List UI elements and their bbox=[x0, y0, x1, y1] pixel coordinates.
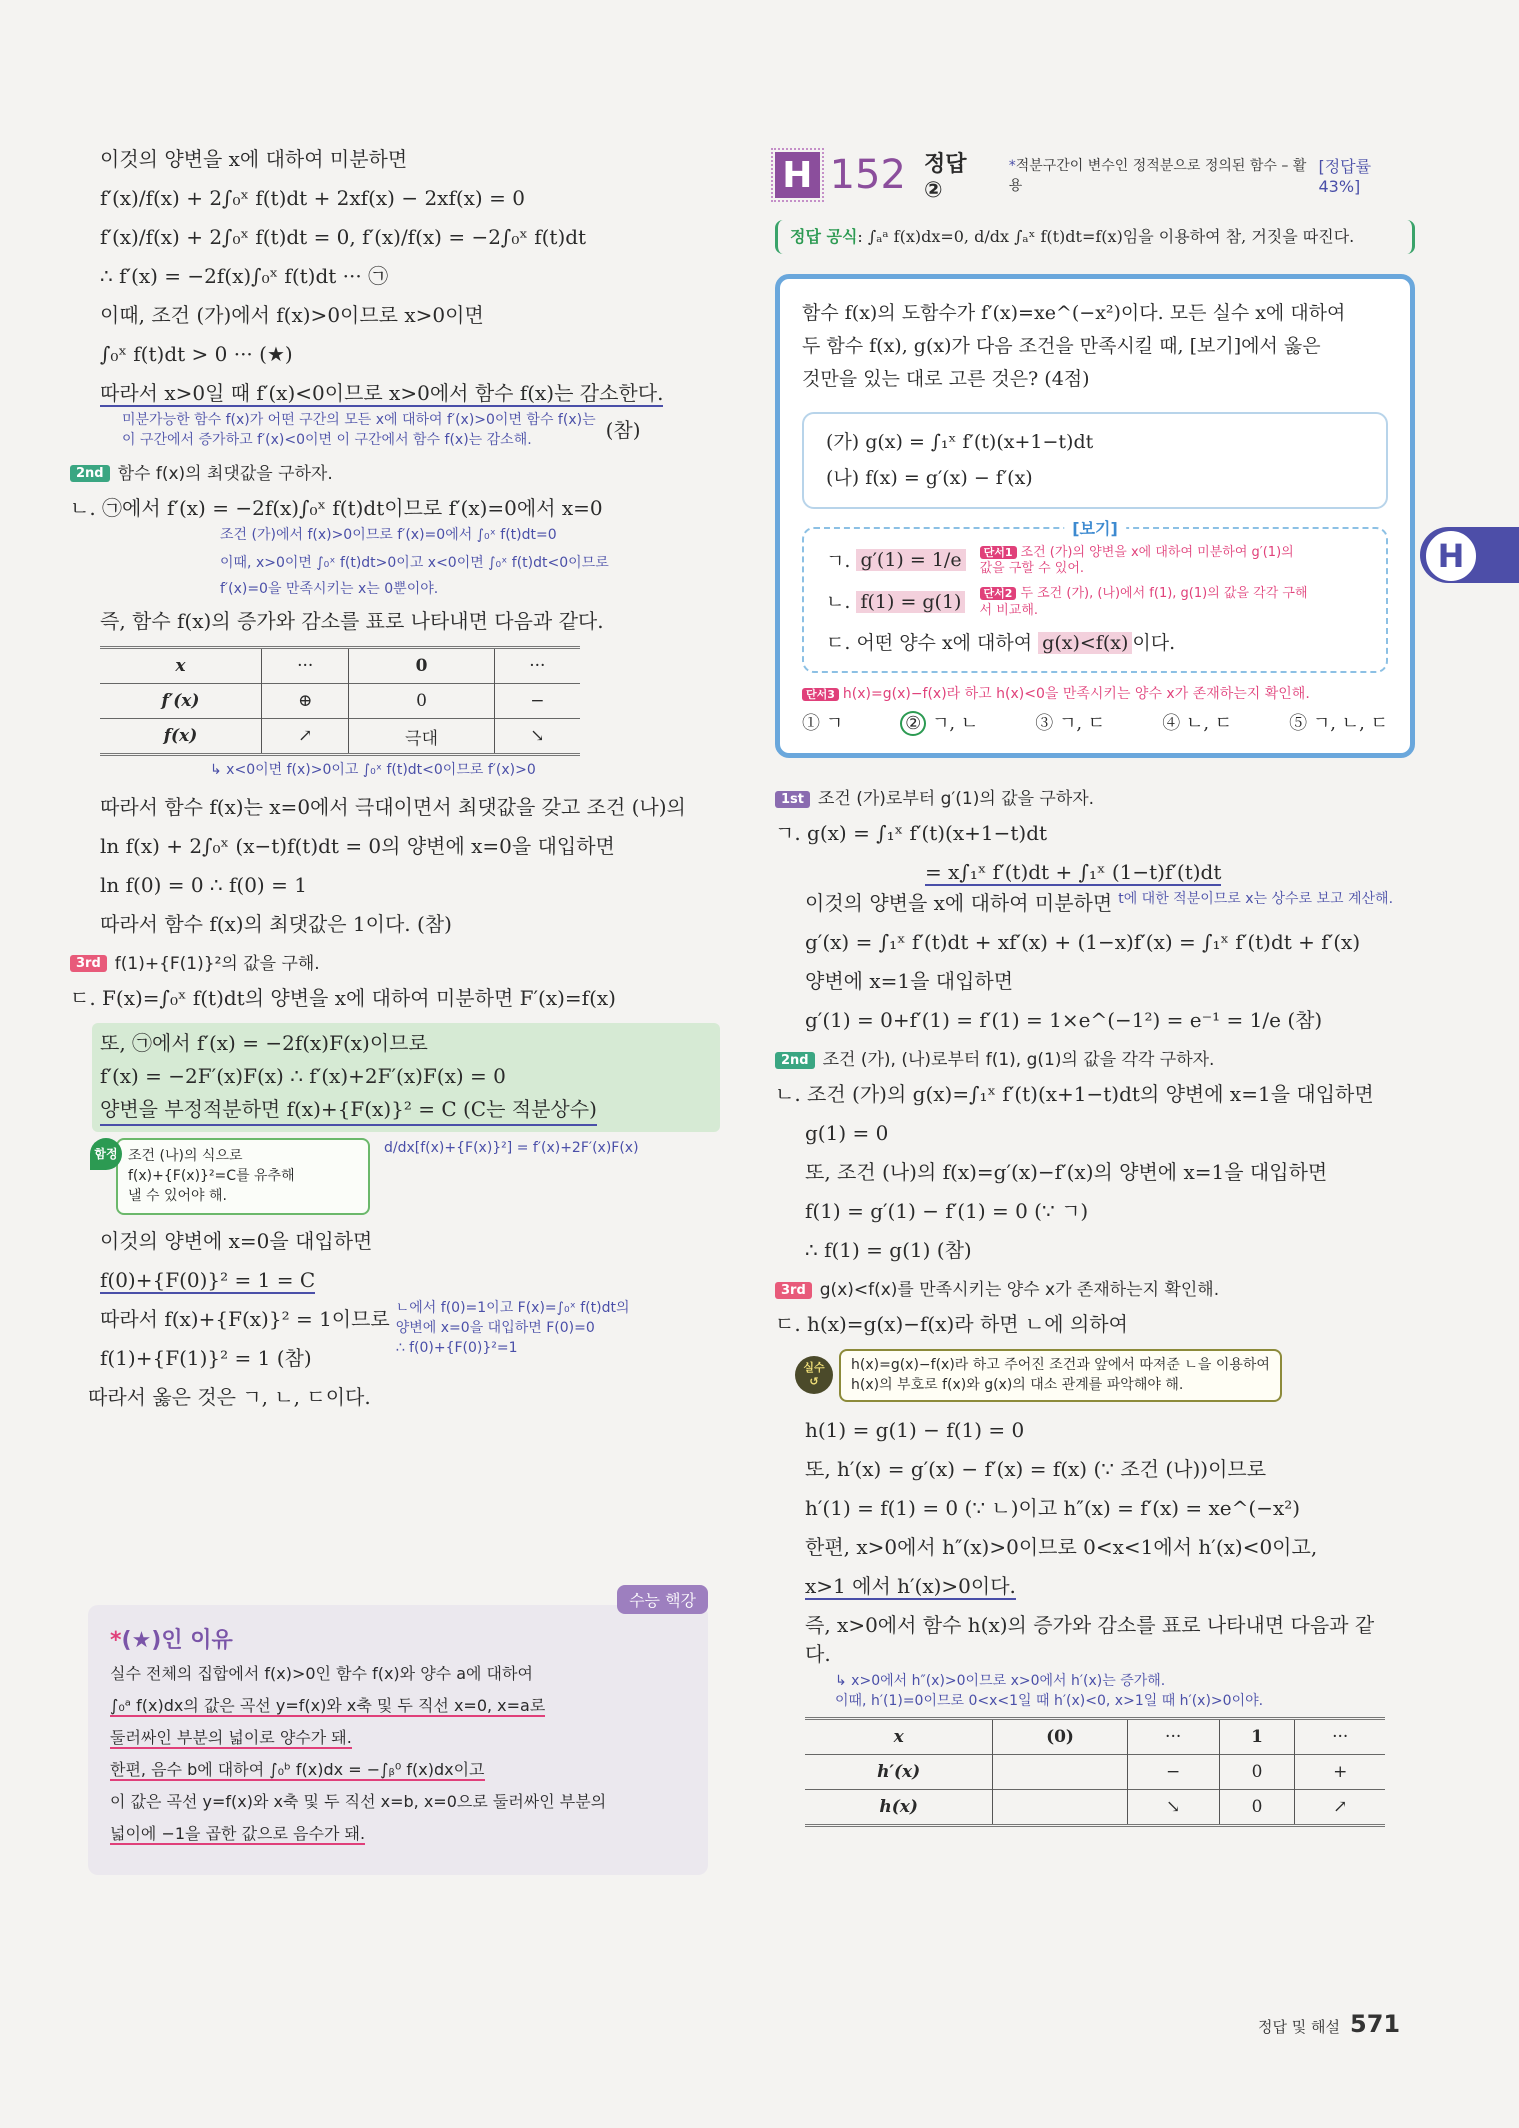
left-column bbox=[70, 145, 720, 1422]
text-line: 양변에 x=1을 대입하면 bbox=[805, 969, 1014, 994]
answer-formula-box: 정답 공식: ∫ₐᵃ f(x)dx=0, d/dx ∫ₐˣ f(t)dt=f(x)임을 이용하여 참, 거짓을 따진다. bbox=[775, 220, 1415, 254]
bogi-box: [보기] ㄱ. g′(1) = 1/e 단서1 조건 (가)의 양변을 x에 대하여 미분하여 g′(1)의 값을 구할 수 있어. ㄴ. f(1) = g(1) 단서2 두 조건 (가), (나)에서 f(1), g(1)의 값을 각각 구해서 비교해. ㄷ. 어떤 양수 x에 대하여 g(x)<f(x) 이다. bbox=[802, 527, 1388, 674]
annotation-note: ↳ x>0에서 h″(x)>0이므로 x>0에서 h′(x)는 증가해. bbox=[835, 1672, 1166, 1689]
annotation-note: 이 구간에서 증가하고 f′(x)<0이면 이 구간에서 함수 f(x)는 감소해. bbox=[122, 432, 532, 449]
text-line: 또, 조건 (나)의 f(x)=g′(x)−f′(x)의 양변에 x=1을 대입하면 bbox=[805, 1160, 1328, 1185]
table-annotation: ↳ x<0이면 f(x)>0이고 ∫₀ˣ f(t)dt<0이므로 f′(x)>0 bbox=[210, 762, 536, 779]
decrease-statement: 따라서 x>0일 때 f′(x)<0이므로 x>0에서 함수 f(x)는 감소한다. bbox=[100, 381, 664, 405]
conclusion-line: 따라서 옳은 것은 ㄱ, ㄴ, ㄷ이다. bbox=[88, 1384, 371, 1409]
equation-line: f′(x)/f(x) + 2∫₀ˣ f(t)dt = 0, f′(x)/f(x) = −2∫₀ˣ f(t)dt bbox=[100, 225, 587, 249]
mistake-icon: 실수 ↺ bbox=[795, 1356, 833, 1394]
step-header-2nd: 2nd 조건 (가), (나)로부터 f(1), g(1)의 값을 각각 구하자. bbox=[775, 1045, 1415, 1070]
equation-line: ∫₀ˣ f(t)dt > 0 ··· (★) bbox=[100, 342, 293, 366]
footer-label: 정답 및 해설 bbox=[1258, 2018, 1340, 2036]
equation-line: ∴ f(1) = g(1) (참) bbox=[805, 1238, 972, 1263]
equation-line: ㄴ. 조건 (가)의 g(x)=∫₁ˣ f′(t)(x+1−t)dt의 양변에 x=1을 대입하면 bbox=[775, 1082, 1374, 1107]
table-row: f(x) ↗ 극대 ↘ bbox=[100, 719, 580, 755]
equation-line: ln f(0) = 0 ∴ f(0) = 1 bbox=[100, 872, 307, 897]
solution-c-line: ㄷ. h(x)=g(x)−f(x)라 하면 ㄴ에 의하여 bbox=[775, 1312, 1128, 1337]
text-line: 따라서 함수 f(x)의 최댓값은 1이다. (참) bbox=[100, 911, 452, 936]
core-concept-box: 수능 핵강 *(★)인 이유 실수 전체의 집합에서 f(x)>0인 함수 f(x)와 양수 a에 대하여 ∫₀ᵃ f(x)dx의 값은 곡선 y=f(x)와 x축 및 두 직선 x=0, x=a로 둘러싸인 부분의 넓이로 양수가 돼. 한편, 음수 b에 대하여 ∫₀ᵇ f(x)dx = −∫ᵦ⁰ f(x)dx이고 이 값은 곡선 y=f(x)와 x축 및 두 직선 x=b, x=0으로 둘러싸인 부분의 넓이에 −1을 곱한 값으로 음수가 돼. bbox=[88, 1605, 708, 1875]
text-line: 이것의 양변을 x에 대하여 미분하면 bbox=[805, 891, 1113, 916]
text-line: 이것의 양변을 x에 대하여 미분하면 bbox=[100, 147, 408, 171]
answer-choices bbox=[802, 709, 1388, 735]
table-row: h′(x) − 0 + bbox=[805, 1755, 1385, 1790]
step-header-3rd: 3rd f(1)+{F(1)}²의 값을 구해. bbox=[70, 949, 720, 974]
step-badge: 2nd bbox=[775, 1052, 815, 1069]
step-badge: 3rd bbox=[70, 955, 107, 972]
step-badge: 3rd bbox=[775, 1282, 812, 1299]
equation-line: = x∫₁ˣ f′(t)dt + ∫₁ˣ (1−t)f′(t)dt bbox=[925, 860, 1222, 885]
text-line: 이것의 양변에 x=0을 대입하면 bbox=[100, 1228, 373, 1253]
equation-line: g′(x) = ∫₁ˣ f′(t)dt + xf′(x) + (1−x)f′(x) = ∫₁ˣ f′(t)dt + f′(x) bbox=[805, 930, 1361, 955]
annotation-note: 이때, h′(1)=0이므로 0<x<1일 때 h′(x)<0, x>1일 때 h′(x)>0이야. bbox=[835, 1692, 1264, 1709]
equation-line: h′(1) = f(1) = 0 (∵ ㄴ)이고 h″(x) = f′(x) = xe^(−x²) bbox=[805, 1495, 1301, 1520]
text-line: 한편, x>0에서 h″(x)>0이므로 0<x<1에서 h′(x)<0이고, bbox=[805, 1534, 1318, 1559]
right-column bbox=[775, 150, 1415, 1831]
annotation-note: f′(x)=0을 만족시키는 x는 0뿐이야. bbox=[220, 581, 439, 598]
equation-line: f(1)+{F(1)}² = 1 (참) bbox=[100, 1345, 312, 1370]
core-title: *(★)인 이유 bbox=[110, 1628, 233, 1653]
table-row: f′(x) ⊕ 0 − bbox=[100, 684, 580, 719]
core-tag-badge: 수능 핵강 bbox=[617, 1585, 708, 1614]
trap-callout: 함정 조건 (나)의 식으로 f(x)+{F(x)}²=C를 유추해 낼 수 있어야 해. bbox=[90, 1138, 370, 1215]
section-side-tab bbox=[1420, 527, 1519, 583]
step-badge: 1st bbox=[775, 791, 810, 808]
text-line: x>1 에서 h′(x)>0이다. bbox=[805, 1573, 1016, 1598]
text-line: 따라서 함수 f(x)는 x=0에서 극대이면서 최댓값을 갖고 조건 (나)의 bbox=[100, 794, 686, 819]
equation-line: h(1) = g(1) − f(1) = 0 bbox=[805, 1417, 1025, 1442]
solution-c-line: ㄷ. F(x)=∫₀ˣ f(t)dt의 양변을 x에 대하여 미분하면 F′(x)=f(x) bbox=[70, 985, 616, 1010]
equation-line: f(0)+{F(0)}² = 1 = C bbox=[100, 1267, 316, 1292]
topic-label: 적분구간이 변수인 정적분으로 정의된 함수 – 활용 bbox=[1008, 158, 1307, 194]
answer-label: 정답 ② bbox=[923, 152, 967, 203]
equation-line: g′(1) = 0+f′(1) = f′(1) = 1×e^(−1²) = e⁻¹ = 1/e (참) bbox=[805, 1008, 1323, 1033]
derivative-note: d/dx[f(x)+{F(x)}²] = f′(x)+2F′(x)F(x) bbox=[384, 1139, 639, 1156]
annotation-note: 이때, x>0이면 ∫₀ˣ f(t)dt>0이고 x<0이면 ∫₀ˣ f(t)dt<0이므로 bbox=[220, 554, 609, 571]
conditions-box: (가) g(x) = ∫₁ˣ f′(t)(x+1−t)dt (나) f(x) = g′(x) − f′(x) bbox=[802, 412, 1388, 508]
annotation-note: 양변에 x=0을 대입하면 F(0)=0 bbox=[395, 1319, 595, 1336]
text-line: 이때, 조건 (가)에서 f(x)>0이므로 x>0이면 bbox=[100, 303, 484, 327]
equation-line: g(1) = 0 bbox=[805, 1121, 889, 1146]
annotation-note: 미분가능한 함수 f(x)가 어떤 구간의 모든 x에 대하여 f′(x)>0이면 함수 f(x)는 bbox=[122, 412, 596, 428]
problem-box: 함수 f(x)의 도함수가 f′(x)=xe^(−x²)이다. 모든 실수 x에 대하여 두 함수 f(x), g(x)가 다음 조건을 만족시킬 때, [보기]에서 옳은 것만을 있는 대로 고른 것은? (4점) (가) g(x) = ∫₁ˣ f′(t)(x+1−t)dt (나) f(x) = g′(x) − f′(x) [보기] ㄱ. g′(1) = 1/e 단서1 조건 (가)의 양변을 x에 대하여 미분하여 g′(1)의 값을 구할 수 있어. ㄴ. f(1) = g(1) 단서2 두 조건 (가), (나)에서 f(1), g(1)의 값을 각각 구해서 비교해. ㄷ. 어떤 양수 x에 대하여 g(x)<f(x) 이다. 단서3 h(x)=g(x)−f(x)라 하고 h(x)<0을 만족시키는 양수 x가 존재하는지 확인해. ① ㄱ ② ㄱ, ㄴ ③ ㄱ, ㄷ ④ ㄴ, ㄷ ⑤ ㄱ, ㄴ, ㄷ bbox=[775, 274, 1415, 759]
section-letter-box: H bbox=[775, 152, 820, 198]
highlighted-derivation: 또, ㉠에서 f′(x) = −2f(x)F(x)이므로 f′(x) = −2F′(x)F(x) ∴ f′(x)+2F′(x)F(x) = 0 양변을 부정적분하면 f(x)+{F(x)}² = C (C는 적분상수) bbox=[92, 1023, 720, 1132]
page-number: 571 bbox=[1350, 2010, 1401, 2038]
variation-table-h bbox=[805, 1717, 1385, 1827]
choice-5[interactable]: ⑤ ㄱ, ㄴ, ㄷ bbox=[1289, 713, 1388, 735]
step-header-3rd: 3rd g(x)<f(x)를 만족시키는 양수 x가 존재하는지 확인해. bbox=[775, 1275, 1415, 1300]
problem-header bbox=[775, 150, 1415, 203]
step-badge: 2nd bbox=[70, 465, 110, 482]
annotation-note: 조건 (가)에서 f(x)>0이므로 f′(x)=0에서 ∫₀ˣ f(t)dt=0 bbox=[220, 526, 557, 543]
annotation-note: ∴ f(0)+{F(0)}²=1 bbox=[395, 1340, 518, 1357]
equation-line: f(1) = g′(1) − f′(1) = 0 (∵ ㄱ) bbox=[805, 1199, 1089, 1224]
step-header-2nd: 2nd 함수 f(x)의 최댓값을 구하자. bbox=[70, 459, 720, 484]
equation-line: 따라서 f(x)+{F(x)}² = 1이므로 bbox=[100, 1306, 390, 1331]
table-row: h(x) ↘ 0 ↗ bbox=[805, 1790, 1385, 1826]
annotation-note: ㄴ에서 f(0)=1이고 F(x)=∫₀ˣ f(t)dt의 bbox=[395, 1299, 630, 1316]
section-letter-badge: H bbox=[1426, 531, 1476, 581]
trap-pin-icon: 함정 bbox=[90, 1138, 122, 1170]
step-header-1st: 1st 조건 (가)로부터 g′(1)의 값을 구하자. bbox=[775, 784, 1415, 809]
equation-line: f′(x)/f(x) + 2∫₀ˣ f(t)dt + 2xf(x) − 2xf(x) = 0 bbox=[100, 186, 525, 210]
hint-3: 단서3 h(x)=g(x)−f(x)라 하고 h(x)<0을 만족시키는 양수 x가 존재하는지 확인해. bbox=[802, 683, 1388, 703]
choice-4[interactable]: ④ ㄴ, ㄷ bbox=[1162, 713, 1233, 735]
mistake-callout: 실수 ↺ h(x)=g(x)−f(x)라 하고 주어진 조건과 앞에서 따져준 ㄴ을 이용하여 h(x)의 부호로 f(x)와 g(x)의 대소 관계를 파악해야 해. bbox=[795, 1349, 1415, 1402]
bogi-item: ㄱ. g′(1) = 1/e 단서1 조건 (가)의 양변을 x에 대하여 미분하여 g′(1)의 값을 구할 수 있어. bbox=[826, 544, 1294, 577]
page-footer bbox=[1258, 2010, 1400, 2038]
problem-number: 152 bbox=[829, 152, 906, 198]
equation-line: 또, h′(x) = g′(x) − f′(x) = f(x) (∵ 조건 (나))이므로 bbox=[805, 1456, 1267, 1481]
variation-table-f bbox=[100, 646, 580, 756]
verdict-label: (참) bbox=[605, 417, 641, 442]
text-line: 즉, 함수 f(x)의 증가와 감소를 표로 나타내면 다음과 같다. bbox=[100, 609, 604, 634]
choice-2-selected[interactable]: ② ㄱ, ㄴ bbox=[900, 709, 978, 735]
annotation-note: t에 대한 적분이므로 x는 상수로 보고 계산해. bbox=[1118, 891, 1394, 908]
asterisk-icon: * bbox=[1008, 158, 1016, 174]
table-row: x ··· 0 ··· bbox=[100, 648, 580, 684]
table-row: x (0) ··· 1 ··· bbox=[805, 1719, 1385, 1755]
bogi-item: ㄴ. f(1) = g(1) 단서2 두 조건 (가), (나)에서 f(1), g(1)의 값을 각각 구해서 비교해. bbox=[826, 586, 1308, 619]
text-line: 즉, x>0에서 함수 h(x)의 증가와 감소를 표로 나타내면 다음과 같다. bbox=[805, 1612, 1375, 1666]
equation-line: ln f(x) + 2∫₀ˣ (x−t)f(t)dt = 0의 양변에 x=0을 대입하면 bbox=[100, 833, 615, 858]
asterisk-icon: * bbox=[110, 1628, 122, 1653]
equation-line: ∴ f′(x) = −2f(x)∫₀ˣ f(t)dt ··· ㉠ bbox=[100, 264, 389, 288]
accuracy-rate: [정답률 43%] bbox=[1318, 157, 1372, 196]
choice-1[interactable]: ① ㄱ bbox=[802, 713, 844, 735]
choice-3[interactable]: ③ ㄱ, ㄷ bbox=[1035, 713, 1106, 735]
solution-b-line: ㄴ. ㉠에서 f′(x) = −2f(x)∫₀ˣ f(t)dt이므로 f′(x)=0에서 x=0 bbox=[70, 495, 603, 520]
bogi-item: ㄷ. 어떤 양수 x에 대하여 g(x)<f(x) 이다. bbox=[826, 632, 1176, 655]
equation-line: ㄱ. g(x) = ∫₁ˣ f′(t)(x+1−t)dt bbox=[775, 821, 1048, 846]
